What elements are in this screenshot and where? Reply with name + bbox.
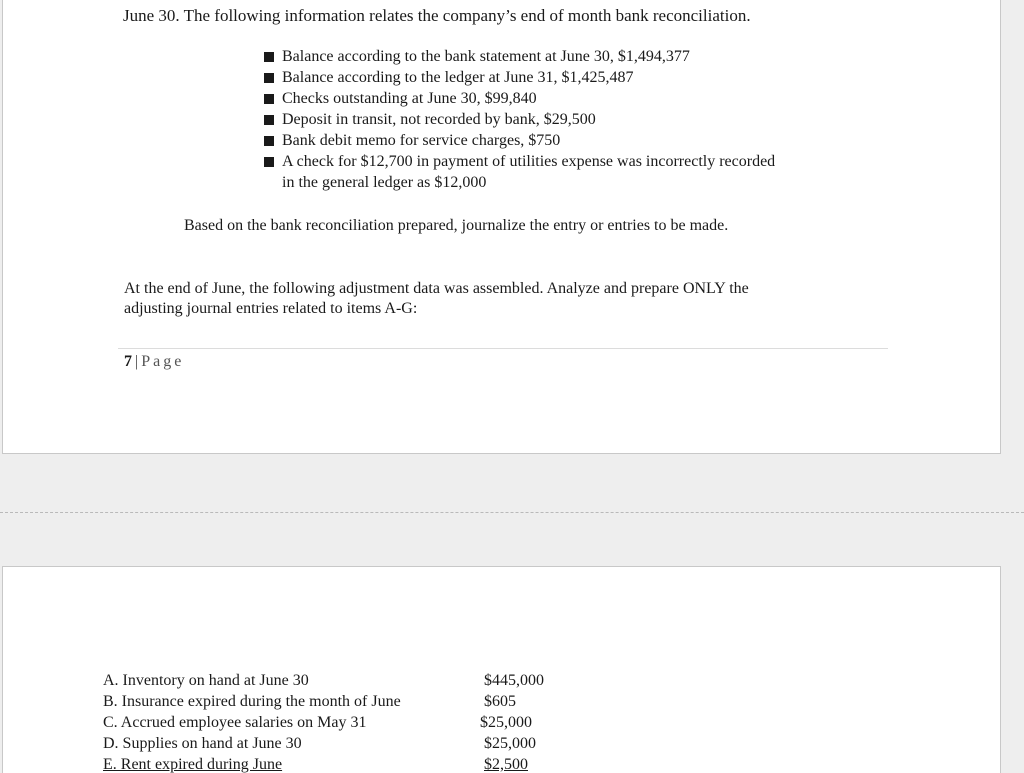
square-bullet-icon [264,52,274,62]
adjustment-prompt: At the end of June, the following adjustment data was assembled. Analyze and prepare ONLY the adjusting journal entries related to items A-G: [124,280,749,317]
adjustment-item: B. Insurance expired during the month of June $605 [103,693,516,710]
bullet-item: Checks outstanding at June 30, $99,840 [263,88,775,109]
bullet-item: Balance according to the ledger at June 31, $1,425,487 [263,67,775,88]
adjustment-item: A. Inventory on hand at June 30 $445,000 [103,672,544,689]
page-number: 7 [124,353,132,370]
adjustment-item: E. Rent expired during June $2,500 [103,756,528,773]
bullet-item: Bank debit memo for service charges, $750 [263,130,775,151]
journalize-prompt: Based on the bank reconciliation prepared, journalize the entry or entries to be made. [184,217,729,234]
bank-reconciliation-intro: June 30. The following information relates the company’s end of month bank reconciliation. [123,6,751,25]
square-bullet-icon [264,157,274,167]
page-7 [2,0,1001,454]
bullet-item: Balance according to the bank statement at June 30, $1,494,377 [263,46,775,67]
adjustment-item: D. Supplies on hand at June 30 $25,000 [103,735,536,752]
page-break-line [0,512,1024,513]
square-bullet-icon [264,136,274,146]
page-footer [124,352,184,372]
reconciliation-bullet-list [263,46,775,193]
adjustment-item: C. Accrued employee salaries on May 31 $25,000 [103,714,532,731]
page-word: Page [141,353,185,370]
footer-divider [118,348,888,349]
adjustment-data-list [103,670,563,773]
footer-separator: | [135,353,139,370]
square-bullet-icon [264,115,274,125]
bullet-item: Deposit in transit, not recorded by bank, $29,500 [263,109,775,130]
square-bullet-icon [264,73,274,83]
square-bullet-icon [264,94,274,104]
bullet-item: A check for $12,700 in payment of utilities expense was incorrectly recorded in the general ledger as $12,000 [263,151,775,193]
